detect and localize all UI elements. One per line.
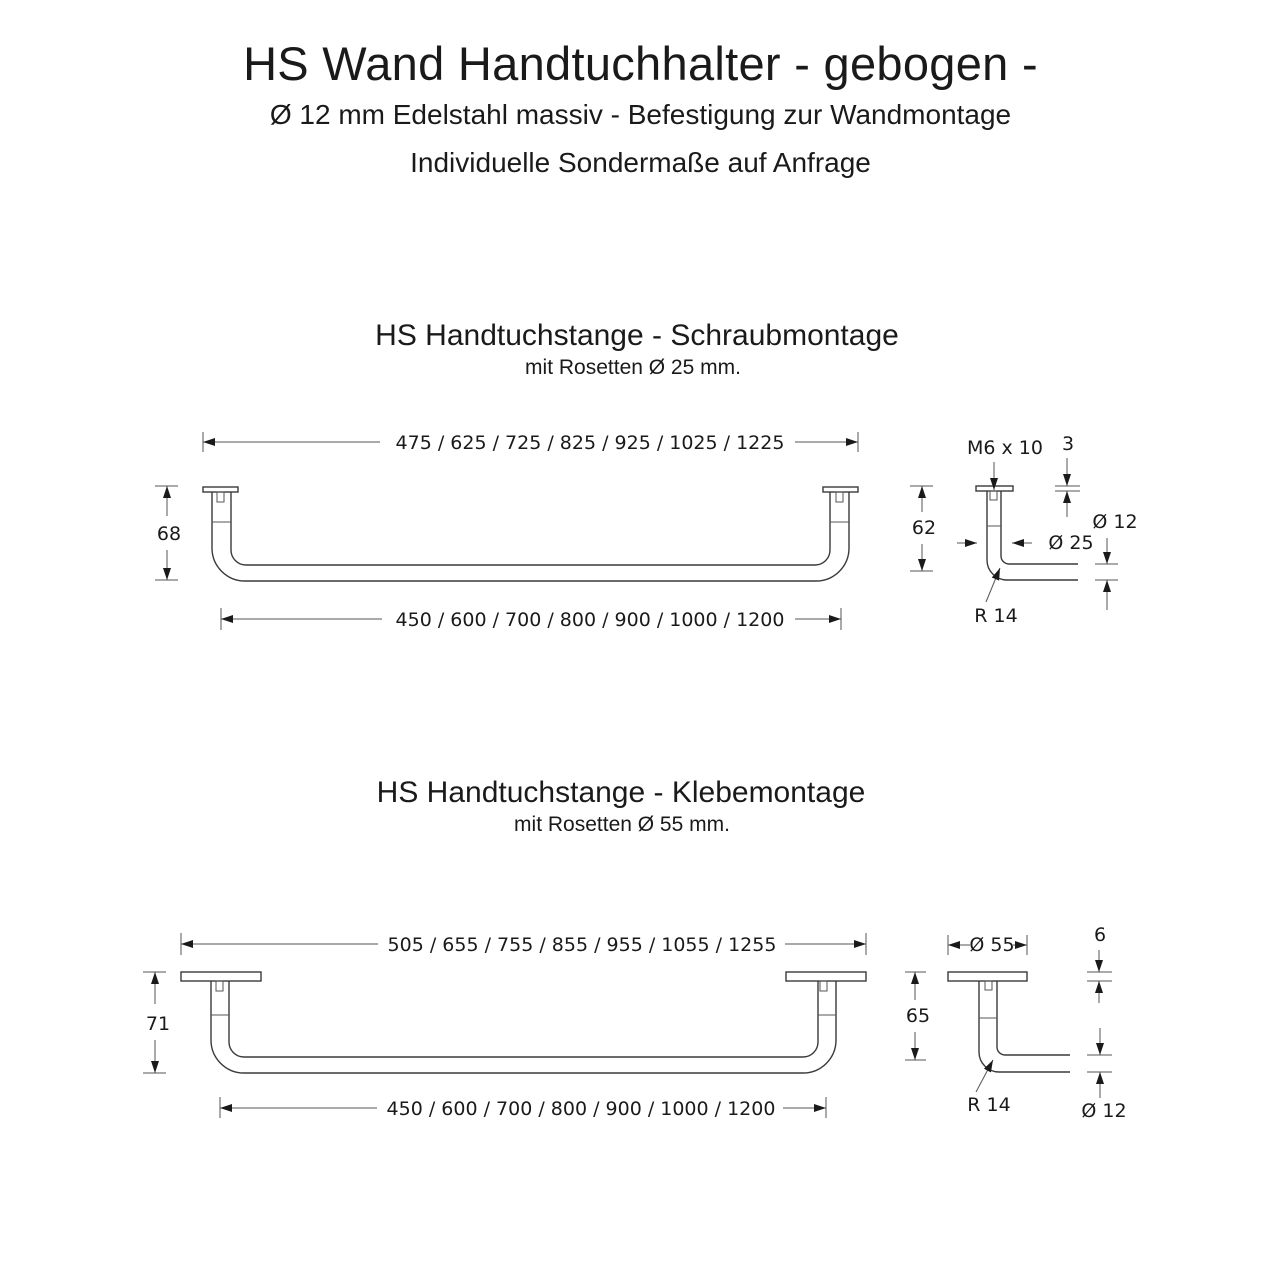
- adhesive-bend-radius-label: R 14: [967, 1094, 1011, 1116]
- adhesive-height-side-dim: [905, 972, 930, 1060]
- screw-thread-right: [836, 492, 843, 502]
- adhesive-rod-inner: [229, 981, 818, 1057]
- custom-size-note: Individuelle Sondermaße auf Anfrage: [410, 147, 871, 178]
- adhesive-overall-length-dim: [181, 933, 866, 956]
- screw-side-thread: [990, 491, 997, 500]
- adhesive-overall-length-label: 505 / 655 / 755 / 855 / 955 / 1055 / 1255: [387, 934, 777, 956]
- screw-rod-diameter-dim: [1092, 511, 1137, 610]
- adhesive-thread-left: [216, 981, 223, 991]
- screw-height-front-label: 68: [156, 523, 182, 545]
- adhesive-side-rod-inner: [997, 981, 1070, 1055]
- screw-center-length-dim: [221, 608, 841, 631]
- screw-rosette-diameter-label: Ø 25: [1048, 532, 1094, 554]
- screw-rosette-left: [203, 487, 238, 492]
- adhesive-rod-diameter-label: Ø 12: [1081, 1100, 1127, 1122]
- adhesive-rod-outer: [211, 981, 836, 1073]
- screw-thread-label: M6 x 10: [967, 437, 1043, 459]
- adhesive-center-length-label: 450 / 600 / 700 / 800 / 900 / 1000 / 1200: [386, 1098, 776, 1120]
- adhesive-side-rosette: [948, 972, 1027, 981]
- screw-height-front-dim: [155, 486, 181, 580]
- adhesive-plate-thickness-label: 6: [1093, 924, 1107, 946]
- screw-mount-section: [155, 319, 1138, 631]
- adhesive-side-thread: [985, 981, 992, 990]
- screw-plate-thickness-dim: [1055, 433, 1080, 517]
- adhesive-height-front-dim: [143, 972, 170, 1073]
- screw-section-subtitle: mit Rosetten Ø 25 mm.: [525, 356, 741, 379]
- adhesive-center-length-dim: [220, 1097, 826, 1120]
- adhesive-side-view: [948, 972, 1070, 1072]
- screw-plate-thickness-label: 3: [1061, 433, 1075, 455]
- adhesive-side-rod-outer: [979, 981, 1070, 1072]
- screw-overall-length-label: 475 / 625 / 725 / 825 / 925 / 1025 / 1225: [395, 432, 785, 454]
- screw-rosette-right: [823, 487, 858, 492]
- page-title: HS Wand Handtuchhalter - gebogen -: [243, 37, 1038, 90]
- adhesive-rosette-right: [786, 972, 866, 981]
- adhesive-rosette-diameter-dim: [948, 934, 1027, 956]
- adhesive-section-title: HS Handtuchstange - Klebemontage: [376, 776, 866, 809]
- adhesive-plate-thickness-dim: [1087, 924, 1112, 1003]
- screw-rosette-diameter-dim: [957, 532, 1094, 554]
- screw-thread-left: [217, 492, 224, 502]
- adhesive-height-front-label: 71: [145, 1013, 171, 1035]
- adhesive-front-view: [181, 972, 866, 1073]
- screw-overall-length-dim: [203, 432, 858, 454]
- screw-height-side-label: 62: [911, 517, 937, 539]
- screw-center-length-label: 450 / 600 / 700 / 800 / 900 / 1000 / 1200: [395, 609, 785, 631]
- adhesive-rosette-diameter-label: Ø 55: [969, 934, 1015, 956]
- screw-bend-radius-label: R 14: [974, 605, 1018, 627]
- screw-rod-diameter-label: Ø 12: [1092, 511, 1138, 533]
- adhesive-rosette-left: [181, 972, 261, 981]
- screw-rod-outer: [212, 492, 849, 581]
- adhesive-height-side-label: 65: [905, 1005, 931, 1027]
- page-subtitle: Ø 12 mm Edelstahl massiv - Befestigung zur Wandmontage: [269, 99, 1012, 130]
- screw-height-side-dim: [910, 486, 936, 571]
- adhesive-section-subtitle: mit Rosetten Ø 55 mm.: [514, 813, 730, 836]
- screw-rod-inner: [231, 492, 830, 565]
- adhesive-thread-right: [820, 981, 827, 991]
- adhesive-rod-diameter-dim: [1081, 1028, 1126, 1122]
- screw-section-title: HS Handtuchstange - Schraubmontage: [375, 319, 899, 352]
- adhesive-mount-section: [143, 776, 1127, 1122]
- screw-front-view: [203, 487, 858, 581]
